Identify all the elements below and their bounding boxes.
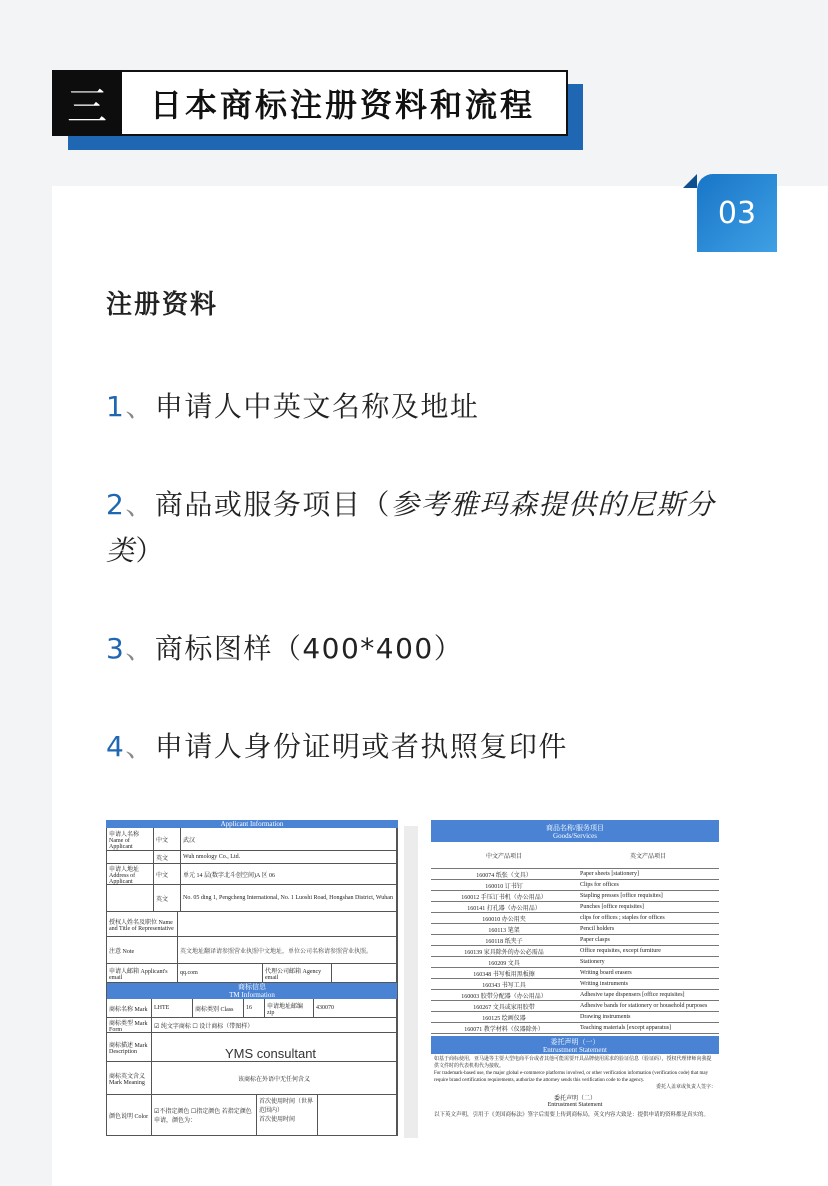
item-number: 1 [106,390,126,423]
table-row: 申请人名称 Name of Applicant 中文 武汉 [107,828,397,851]
entrust-header: 委托声明（一） Entrustment Statement [431,1036,719,1054]
item-text: 申请人中英文名称及地址 [154,390,480,423]
table-row: 注意 Note 英文地址翻译请参照营业执照中文地址，单位公司名称请参照营业执照。 [107,937,397,964]
table-row: 160074 纸张（文具） Paper sheets [stationery] [431,869,719,880]
table-row: 160141 打孔器（办公用品） Punches [office requisites] [431,902,719,913]
table-row: 商标类型 Mark Form ☑ 纯文字商标 ☐ 设计商标（带图样） [107,1018,397,1033]
table-row: 160010 办公用夹 clips for offices ; staples for offices [431,913,719,924]
item-sep: 、 [125,632,155,665]
tm-header: 商标信息 TM Information [107,983,397,999]
header-number: 三 [52,70,122,136]
table-row: 160118 纸夹子 Paper clasps [431,935,719,946]
form-header: Applicant Information [106,820,398,828]
table-row: 160012 手压订书机（办公用品） Stapling presses [office requisites] [431,891,719,902]
table-row: 申请人邮箱 Applicant's email qq.com 代理公司邮箱 Agency email [107,964,397,983]
item-sep: 、 [125,390,155,423]
table-row: 160125 绘画仪器 Drawing instruments [431,1012,719,1023]
table-row: 160267 文具或家用胶带 Adhesive bands for stationery or household purposes [431,1001,719,1012]
list-item [106,626,746,672]
table-row: 160139 家具除外的办公必需品 Office requisites, except furniture [431,946,719,957]
table-row: 英文 Wuh nmology Co., Ltd. [107,851,397,864]
table-row: 160209 文具 Stationery [431,957,719,968]
section-badge: 03 [697,174,777,252]
application-form-image [106,820,398,1138]
item-sep: 、 [125,488,155,521]
watermark: YMS consultant [225,1046,317,1061]
item-italic: 参考雅玛森提供的尼斯分类 [106,488,716,567]
table-row: 160348 书写板用黑板擦 Writing board erasers [431,968,719,979]
goods-header: 商品名称/服务项目 Goods/Services [431,820,719,842]
table-row: 160071 教学材料（仪器除外） Teaching materials [except apparatus] [431,1023,719,1034]
doc-divider [404,826,418,1138]
list-item [106,482,746,574]
goods-rows [431,869,719,1034]
entrust2-text: 以下英文声明，引用于《美国商标法》签字后需要上传到商标局，英文内容大致是：提供申请的资料都是真实的。 [434,1112,710,1118]
item-number: 3 [106,632,126,665]
item-number: 4 [106,730,126,763]
table-row: 160010 订书钉 Clips for offices [431,880,719,891]
list-item [106,724,746,770]
item-text: 商品或服务项目（ [154,488,391,521]
table-header-row: 中文产品项目 英文产品项目 [431,842,719,869]
table-row: 商标名称 Mark LHTE 商标类别 Class 16 申请地址邮编 zip 430070 [107,999,397,1018]
list-item [106,384,746,430]
table-row: 申请人地址 Address of Applicant 中文 单元 14 层(数字北斗创空间)A 区 06 [107,864,397,885]
goods-table [431,842,719,1120]
item-sep: 、 [125,730,155,763]
goods-list-image [431,820,719,1138]
table-row: 英文 No. 05 ding 1, Pengcheng International, No. 1 Luoshi Road, Hongshan District, Wuhan [107,885,397,912]
item-text: 申请人身份证明或者执照复印件 [154,730,568,763]
section-title: 注册资料 [106,290,219,320]
table-row: 商标描述 Mark Description [107,1033,397,1062]
entrust-text: 如基于商标使用，亚马逊等主要大型电商平台或者其他可能需要开具品牌使用需求的验证信息（验证码），授权代理律师向我提供文件时的代表机构代为接收。 For trademark-based use, the major global e-commerce platforms involved, or other verification information (verification code) that may require brand certification requirements, authorize the attorney sends this verification code to the agency. 委托人盖章或负责人签字： [434,1057,716,1090]
header-title: 日本商标注册资料和流程 [150,86,536,124]
item-tail: ） [135,534,166,567]
table-row: 160343 书写工具 Writing instruments [431,979,719,990]
table-row: 160113 笔架 Pencil holders [431,924,719,935]
badge-fold [683,174,697,188]
table-row: 颜色说明 Color ☑不指定颜色 ☐指定颜色 若指定颜色申请，颜色为： 首次使用时间（世界范围内） 首次使用时间 [107,1095,397,1135]
item-number: 2 [106,488,126,521]
item-text: 商标图样（400*400） [154,632,464,665]
entrust2-header: 委托声明（二） Entrustment Statement [547,1096,603,1108]
table-row: 商标英文含义 Mark Meaning 该商标在外语中无任何含义 [107,1062,397,1095]
table-row: 160003 胶带分配器（办公用品） Adhesive tape dispensers [office requisites] [431,990,719,1001]
table-row: 授权人姓名及职位 Name and Title of Representative [107,912,397,937]
